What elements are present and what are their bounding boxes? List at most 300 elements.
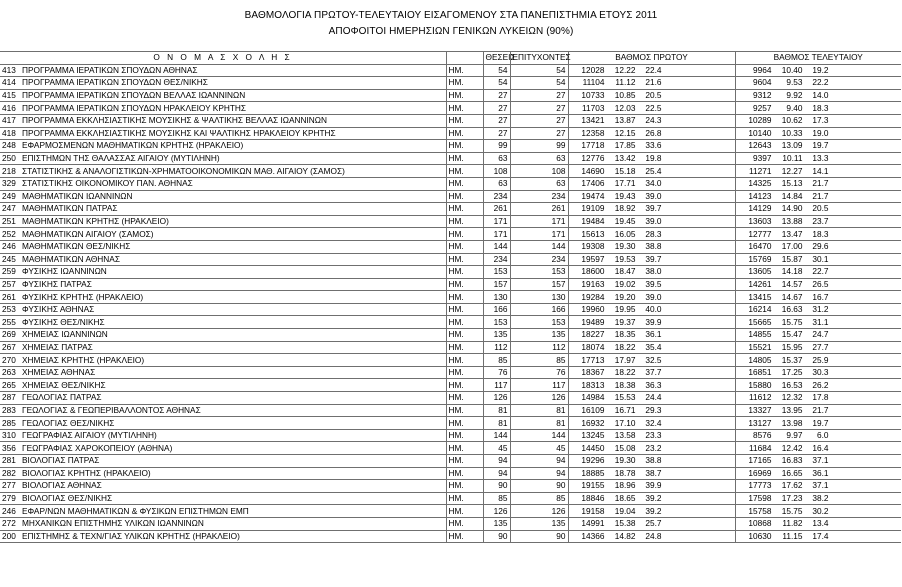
last-score-percent: 19.0 (812, 127, 829, 138)
last-score-percent: 14.0 (812, 90, 829, 101)
last-score-points: 13327 (748, 404, 772, 415)
first-score-grade: 19.30 (614, 241, 636, 252)
school-type: ΗΜ. (446, 102, 483, 115)
last-score-grade: 15.95 (781, 341, 803, 352)
last-score-grade: 12.32 (781, 392, 803, 403)
school-name: ΠΡΟΓΡΑΜΜΑ ΙΕΡΑΤΙΚΩΝ ΣΠΟΥΔΩΝ ΘΕΣ/ΝΙΚΗΣ (20, 77, 446, 90)
school-type: ΗΜ. (446, 303, 483, 316)
last-score-grade: 17.62 (781, 480, 803, 491)
first-score-percent: 39.9 (645, 480, 662, 491)
first-score-cell (568, 467, 735, 480)
table-row (0, 329, 901, 342)
admitted-value: 45 (510, 442, 568, 455)
first-score-percent: 29.3 (645, 404, 662, 415)
first-score-cell (568, 127, 735, 140)
first-score-points: 11703 (582, 102, 605, 113)
school-name: ΠΡΟΓΡΑΜΜΑ ΕΚΚΛΗΣΙΑΣΤΙΚΗΣ ΜΟΥΣΙΚΗΣ & ΨΑΛΤΙΚΗΣ ΒΕΛΛΑΣ ΙΩΑΝΝΙΝΩΝ (20, 114, 446, 127)
last-score-cell (735, 467, 901, 480)
last-score-points: 14325 (748, 178, 772, 189)
column-header-name: Ο Ν Ο Μ Α Σ Χ Ο Λ Η Σ (0, 52, 446, 65)
last-score-percent: 22.7 (812, 266, 829, 277)
seats-value: 166 (483, 303, 510, 316)
school-type: ΗΜ. (446, 152, 483, 165)
last-score-points: 13605 (748, 266, 772, 277)
first-score-grade: 18.35 (614, 329, 636, 340)
school-type: ΗΜ. (446, 341, 483, 354)
table-row (0, 177, 901, 190)
school-code: 253 (0, 303, 20, 316)
document-subtitle: ΑΠΟΦΟΙΤΟΙ ΗΜΕΡΗΣΙΩΝ ΓΕΝΙΚΩΝ ΛΥΚΕΙΩΝ (90%) (328, 26, 574, 37)
seats-value: 234 (483, 190, 510, 203)
seats-value: 130 (483, 291, 510, 304)
first-score-points: 19308 (581, 241, 605, 252)
first-score-points: 17406 (581, 178, 605, 189)
last-score-cell (735, 228, 901, 241)
seats-value: 99 (483, 140, 510, 153)
seats-value: 135 (483, 329, 510, 342)
seats-value: 27 (483, 127, 510, 140)
table-row (0, 505, 901, 518)
first-score-grade: 19.30 (614, 455, 636, 466)
table-row (0, 530, 901, 543)
admitted-value: 90 (510, 480, 568, 493)
school-type: ΗΜ. (446, 114, 483, 127)
first-score-points: 17713 (581, 354, 605, 365)
table-row (0, 354, 901, 367)
first-score-cell (568, 417, 735, 430)
first-score-grade: 15.08 (614, 442, 636, 453)
school-code: 257 (0, 278, 20, 291)
last-score-cell (735, 203, 901, 216)
admitted-value: 27 (510, 102, 568, 115)
table-row (0, 480, 901, 493)
school-name: ΜΑΘΗΜΑΤΙΚΩΝ ΑΙΓΑΙΟΥ (ΣΑΜΟΣ) (20, 228, 446, 241)
admitted-value: 81 (510, 417, 568, 430)
last-score-grade: 15.87 (781, 253, 803, 264)
school-code: 356 (0, 442, 20, 455)
last-score-cell (735, 127, 901, 140)
first-score-cell (568, 152, 735, 165)
table-row (0, 278, 901, 291)
school-type: ΗΜ. (446, 253, 483, 266)
last-score-grade: 12.42 (781, 442, 803, 453)
school-code: 245 (0, 253, 20, 266)
school-type: ΗΜ. (446, 291, 483, 304)
first-score-grade: 18.96 (614, 480, 636, 491)
last-score-cell (735, 480, 901, 493)
first-score-cell (568, 177, 735, 190)
admitted-value: 126 (510, 392, 568, 405)
first-score-percent: 39.2 (645, 505, 662, 516)
last-score-percent: 6.0 (816, 430, 829, 441)
first-score-grade: 13.87 (614, 115, 636, 126)
last-score-points: 10289 (748, 115, 772, 126)
seats-value: 63 (483, 177, 510, 190)
table-row (0, 127, 901, 140)
last-score-cell (735, 429, 901, 442)
school-type: ΗΜ. (446, 316, 483, 329)
first-score-points: 19284 (581, 291, 605, 302)
last-score-cell (735, 354, 901, 367)
first-score-grade: 17.10 (614, 417, 636, 428)
first-score-percent: 35.4 (645, 341, 662, 352)
first-score-points: 19109 (581, 203, 605, 214)
school-name: ΦΥΣΙΚΗΣ ΘΕΣ/ΝΙΚΗΣ (20, 316, 446, 329)
last-score-cell (735, 114, 901, 127)
first-score-percent: 37.7 (645, 367, 662, 378)
last-score-percent: 17.4 (812, 530, 829, 541)
last-score-grade: 13.47 (781, 228, 803, 239)
school-name: ΧΗΜΕΙΑΣ ΚΡΗΤΗΣ (ΗΡΑΚΛΕΙΟ) (20, 354, 446, 367)
seats-value: 90 (483, 530, 510, 543)
first-score-grade: 19.53 (614, 253, 636, 264)
first-score-cell (568, 203, 735, 216)
school-name: ΦΥΣΙΚΗΣ ΚΡΗΤΗΣ (ΗΡΑΚΛΕΙΟ) (20, 291, 446, 304)
first-score-percent: 22.4 (645, 64, 662, 75)
first-score-grade: 19.45 (614, 216, 636, 227)
first-score-cell (568, 341, 735, 354)
school-type: ΗΜ. (446, 190, 483, 203)
table-row (0, 253, 901, 266)
first-score-grade: 19.04 (614, 505, 636, 516)
school-name: ΠΡΟΓΡΑΜΜΑ ΙΕΡΑΤΙΚΩΝ ΣΠΟΥΔΩΝ ΗΡΑΚΛΕΙΟΥ ΚΡΗΤΗΣ (20, 102, 446, 115)
first-score-cell (568, 228, 735, 241)
last-score-percent: 29.6 (812, 241, 829, 252)
school-code: 277 (0, 480, 20, 493)
seats-value: 81 (483, 404, 510, 417)
first-score-cell (568, 366, 735, 379)
first-score-points: 14690 (581, 165, 605, 176)
first-score-cell (568, 517, 735, 530)
first-score-percent: 24.8 (645, 530, 662, 541)
last-score-percent: 26.2 (812, 379, 829, 390)
school-code: 200 (0, 530, 20, 543)
first-score-cell (568, 379, 735, 392)
first-score-points: 18885 (581, 467, 605, 478)
first-score-grade: 14.82 (614, 530, 636, 541)
first-score-grade: 17.71 (614, 178, 636, 189)
admitted-value: 171 (510, 228, 568, 241)
table-header-row (0, 52, 901, 65)
last-score-grade: 13.95 (781, 404, 803, 415)
last-score-grade: 15.47 (781, 329, 803, 340)
first-score-points: 16932 (581, 417, 605, 428)
last-score-grade: 17.23 (781, 493, 803, 504)
school-name: ΠΡΟΓΡΑΜΜΑ ΙΕΡΑΤΙΚΩΝ ΣΠΟΥΔΩΝ ΑΘΗΝΑΣ (20, 64, 446, 77)
admitted-value: 117 (510, 379, 568, 392)
table-row (0, 303, 901, 316)
last-score-points: 14129 (748, 203, 772, 214)
last-score-cell (735, 64, 901, 77)
last-score-cell (735, 177, 901, 190)
school-code: 310 (0, 429, 20, 442)
first-score-points: 15613 (581, 228, 605, 239)
seats-value: 112 (483, 341, 510, 354)
first-score-percent: 39.5 (645, 278, 662, 289)
results-table (0, 51, 901, 543)
first-score-points: 19155 (581, 480, 605, 491)
first-score-cell (568, 404, 735, 417)
first-score-percent: 32.4 (645, 417, 662, 428)
last-score-points: 10868 (748, 518, 772, 529)
last-score-grade: 16.63 (781, 304, 803, 315)
admitted-value: 63 (510, 152, 568, 165)
last-score-points: 14805 (748, 354, 772, 365)
table-row (0, 266, 901, 279)
school-name: ΣΤΑΤΙΣΤΙΚΗΣ & ΑΝΑΛΟΓΙΣΤΙΚΩΝ-ΧΡΗΜΑΤΟΟΙΚΟΝΟΜΙΚΩΝ ΜΑΘ. ΑΙΓΑΙΟΥ (ΣΑΜΟΣ) (20, 165, 446, 178)
seats-value: 108 (483, 165, 510, 178)
first-score-points: 19489 (581, 316, 605, 327)
last-score-grade: 14.90 (781, 203, 803, 214)
last-score-points: 16969 (748, 467, 772, 478)
column-header-type (446, 52, 483, 65)
seats-value: 126 (483, 505, 510, 518)
admitted-value: 63 (510, 177, 568, 190)
last-score-percent: 13.3 (812, 153, 829, 164)
table-row (0, 341, 901, 354)
first-score-grade: 12.22 (614, 64, 636, 75)
last-score-cell (735, 291, 901, 304)
seats-value: 171 (483, 215, 510, 228)
last-score-cell (735, 492, 901, 505)
last-score-grade: 15.37 (781, 354, 803, 365)
first-score-cell (568, 266, 735, 279)
seats-value: 90 (483, 480, 510, 493)
first-score-percent: 21.6 (645, 77, 662, 88)
admitted-value: 54 (510, 64, 568, 77)
last-score-grade: 10.40 (781, 64, 803, 75)
last-score-cell (735, 266, 901, 279)
school-type: ΗΜ. (446, 64, 483, 77)
first-score-percent: 24.4 (645, 392, 662, 403)
first-score-cell (568, 480, 735, 493)
last-score-points: 13127 (748, 417, 772, 428)
last-score-percent: 31.1 (812, 316, 829, 327)
first-score-grade: 19.43 (614, 190, 636, 201)
school-type: ΗΜ. (446, 366, 483, 379)
last-score-points: 11271 (749, 165, 772, 176)
school-name: ΣΤΑΤΙΣΤΙΚΗΣ ΟΙΚΟΝΟΜΙΚΟΥ ΠΑΝ. ΑΘΗΝΑΣ (20, 177, 446, 190)
first-score-grade: 12.15 (614, 127, 636, 138)
first-score-grade: 19.20 (614, 291, 636, 302)
admitted-value: 166 (510, 303, 568, 316)
school-type: ΗΜ. (446, 203, 483, 216)
school-code: 282 (0, 467, 20, 480)
school-name: ΕΦΑΡ/ΝΩΝ ΜΑΘΗΜΑΤΙΚΩΝ & ΦΥΣΙΚΩΝ ΕΠΙΣΤΗΜΩΝ ΕΜΠ (20, 505, 446, 518)
table-row (0, 228, 901, 241)
school-name: ΜΗΧΑΝΙΚΩΝ ΕΠΙΣΤΗΜΗΣ ΥΛΙΚΩΝ ΙΩΑΝΝΙΝΩΝ (20, 517, 446, 530)
school-code: 267 (0, 341, 20, 354)
first-score-cell (568, 392, 735, 405)
first-score-percent: 19.8 (645, 153, 662, 164)
table-row (0, 442, 901, 455)
last-score-percent: 21.7 (812, 178, 829, 189)
school-name: ΓΕΩΓΡΑΦΙΑΣ ΧΑΡΟΚΟΠΕΙΟΥ (ΑΘΗΝΑ) (20, 442, 446, 455)
admitted-value: 94 (510, 467, 568, 480)
first-score-cell (568, 215, 735, 228)
first-score-percent: 39.7 (645, 203, 662, 214)
first-score-points: 18313 (581, 379, 605, 390)
first-score-cell (568, 165, 735, 178)
column-header-last-score: ΒΑΘΜΟΣ ΤΕΛΕΥΤΑΙΟΥ (735, 52, 901, 65)
last-score-points: 12643 (748, 140, 772, 151)
first-score-percent: 22.5 (645, 102, 662, 113)
school-name: ΓΕΩΛΟΓΙΑΣ ΘΕΣ/ΝΙΚΗΣ (20, 417, 446, 430)
admitted-value: 153 (510, 316, 568, 329)
school-code: 265 (0, 379, 20, 392)
school-type: ΗΜ. (446, 455, 483, 468)
school-type: ΗΜ. (446, 165, 483, 178)
first-score-cell (568, 89, 735, 102)
seats-value: 126 (483, 392, 510, 405)
first-score-percent: 38.0 (645, 266, 662, 277)
first-score-grade: 18.38 (614, 379, 636, 390)
seats-value: 54 (483, 64, 510, 77)
school-code: 248 (0, 140, 20, 153)
first-score-points: 14991 (581, 518, 605, 529)
first-score-cell (568, 530, 735, 543)
last-score-percent: 23.7 (812, 216, 829, 227)
school-type: ΗΜ. (446, 140, 483, 153)
first-score-percent: 34.0 (645, 178, 662, 189)
first-score-percent: 39.0 (645, 291, 662, 302)
first-score-points: 19597 (581, 253, 605, 264)
first-score-cell (568, 329, 735, 342)
admitted-value: 234 (510, 253, 568, 266)
admitted-value: 99 (510, 140, 568, 153)
table-row (0, 114, 901, 127)
last-score-points: 16851 (748, 367, 772, 378)
last-score-cell (735, 240, 901, 253)
first-score-percent: 38.7 (645, 467, 662, 478)
school-code: 218 (0, 165, 20, 178)
table-body (0, 64, 901, 543)
first-score-grade: 13.42 (614, 153, 636, 164)
first-score-grade: 15.38 (614, 518, 636, 529)
school-code: 246 (0, 240, 20, 253)
school-type: ΗΜ. (446, 127, 483, 140)
first-score-percent: 23.3 (645, 430, 662, 441)
school-type: ΗΜ. (446, 240, 483, 253)
admitted-value: 144 (510, 429, 568, 442)
school-name: ΧΗΜΕΙΑΣ ΙΩΑΝΝΙΝΩΝ (20, 329, 446, 342)
last-score-cell (735, 404, 901, 417)
first-score-grade: 12.03 (614, 102, 636, 113)
school-name: ΜΑΘΗΜΑΤΙΚΩΝ ΚΡΗΤΗΣ (ΗΡΑΚΛΕΙΟ) (20, 215, 446, 228)
last-score-percent: 26.5 (812, 278, 829, 289)
school-type: ΗΜ. (446, 480, 483, 493)
last-score-points: 9312 (753, 90, 772, 101)
school-code: 272 (0, 517, 20, 530)
first-score-cell (568, 291, 735, 304)
seats-value: 85 (483, 492, 510, 505)
last-score-grade: 10.33 (781, 127, 803, 138)
last-score-cell (735, 379, 901, 392)
last-score-percent: 19.2 (812, 64, 829, 75)
first-score-percent: 39.2 (645, 493, 662, 504)
school-name: ΜΑΘΗΜΑΤΙΚΩΝ ΘΕΣ/ΝΙΚΗΣ (20, 240, 446, 253)
table-row (0, 64, 901, 77)
last-score-points: 13415 (748, 291, 772, 302)
table-row (0, 291, 901, 304)
last-score-cell (735, 278, 901, 291)
last-score-percent: 36.1 (812, 467, 829, 478)
first-score-grade: 18.78 (614, 467, 636, 478)
school-code: 249 (0, 190, 20, 203)
last-score-grade: 9.53 (786, 77, 803, 88)
first-score-percent: 25.4 (645, 165, 662, 176)
first-score-cell (568, 114, 735, 127)
last-score-percent: 37.1 (812, 455, 829, 466)
last-score-grade: 13.09 (781, 140, 803, 151)
school-code: 259 (0, 266, 20, 279)
column-header-first-score: ΒΑΘΜΟΣ ΠΡΩΤΟΥ (568, 52, 735, 65)
first-score-points: 19474 (581, 190, 605, 201)
last-score-percent: 37.1 (812, 480, 829, 491)
last-score-cell (735, 505, 901, 518)
admitted-value: 135 (510, 517, 568, 530)
first-score-cell (568, 354, 735, 367)
admitted-value: 90 (510, 530, 568, 543)
admitted-value: 108 (510, 165, 568, 178)
seats-value: 94 (483, 467, 510, 480)
last-score-grade: 14.57 (781, 278, 803, 289)
first-score-percent: 25.7 (645, 518, 662, 529)
last-score-cell (735, 303, 901, 316)
table-row (0, 404, 901, 417)
first-score-points: 19484 (581, 216, 605, 227)
last-score-percent: 24.7 (812, 329, 829, 340)
first-score-cell (568, 77, 735, 90)
admitted-value: 54 (510, 77, 568, 90)
last-score-percent: 20.5 (812, 203, 829, 214)
last-score-percent: 18.3 (812, 102, 829, 113)
last-score-grade: 13.88 (781, 216, 803, 227)
admitted-value: 81 (510, 404, 568, 417)
first-score-points: 19960 (581, 304, 605, 315)
last-score-points: 8576 (753, 430, 772, 441)
admitted-value: 76 (510, 366, 568, 379)
last-score-grade: 14.18 (781, 266, 803, 277)
last-score-cell (735, 215, 901, 228)
last-score-grade: 11.15 (782, 530, 803, 541)
school-type: ΗΜ. (446, 266, 483, 279)
first-score-cell (568, 64, 735, 77)
last-score-points: 10630 (748, 530, 772, 541)
school-type: ΗΜ. (446, 329, 483, 342)
last-score-points: 10140 (748, 127, 772, 138)
school-name: ΓΕΩΓΡΑΦΙΑΣ ΑΙΓΑΙΟΥ (ΜΥΤΙΛΗΝΗ) (20, 429, 446, 442)
school-type: ΗΜ. (446, 89, 483, 102)
first-score-points: 12028 (581, 64, 605, 75)
last-score-percent: 16.7 (812, 291, 829, 302)
seats-value: 54 (483, 77, 510, 90)
table-row (0, 89, 901, 102)
school-type: ΗΜ. (446, 215, 483, 228)
first-score-points: 12358 (581, 127, 605, 138)
last-score-cell (735, 152, 901, 165)
school-name: ΜΑΘΗΜΑΤΙΚΩΝ ΙΩΑΝΝΙΝΩΝ (20, 190, 446, 203)
school-name: ΕΠΙΣΤΗΜΩΝ ΤΗΣ ΘΑΛΑΣΣΑΣ ΑΙΓΑΙΟΥ (ΜΥΤΙΛΗΝΗ) (20, 152, 446, 165)
last-score-points: 15758 (748, 505, 772, 516)
last-score-cell (735, 442, 901, 455)
admitted-value: 126 (510, 505, 568, 518)
school-code: 416 (0, 102, 20, 115)
school-code: 251 (0, 215, 20, 228)
school-code: 287 (0, 392, 20, 405)
school-name: ΓΕΩΛΟΓΙΑΣ ΠΑΤΡΑΣ (20, 392, 446, 405)
seats-value: 85 (483, 354, 510, 367)
